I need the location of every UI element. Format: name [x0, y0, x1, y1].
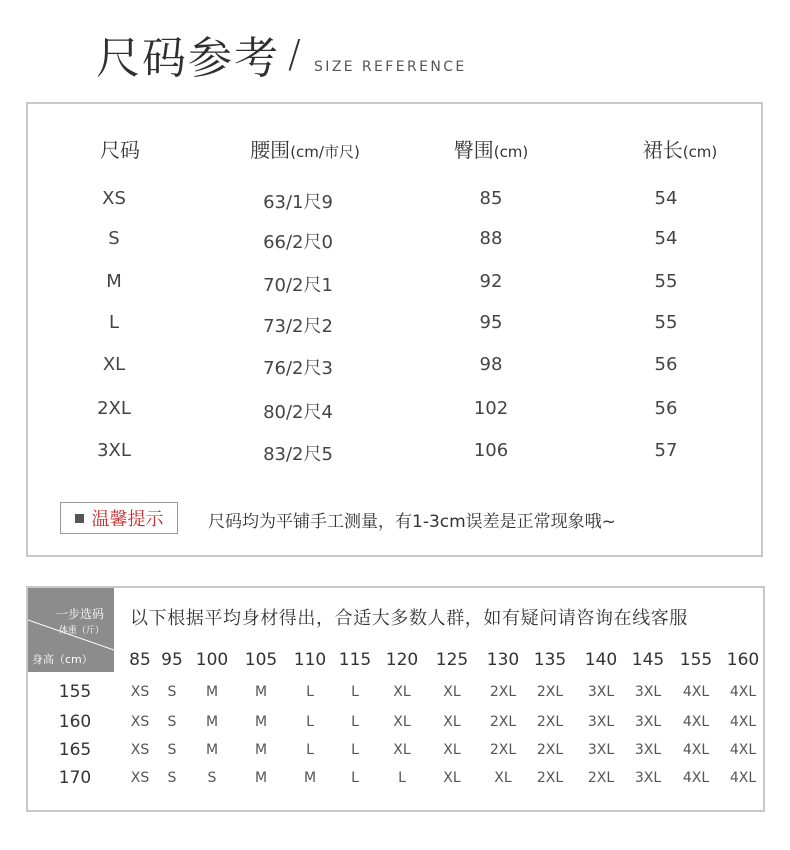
size-cell: 2XL	[489, 684, 517, 700]
size-cell: 4XL	[682, 742, 710, 758]
weight-header: 95	[161, 650, 183, 670]
size-cell: S	[167, 714, 177, 730]
size-cell: M	[254, 714, 268, 730]
size-cell: M	[254, 684, 268, 700]
corner-cell	[28, 588, 114, 672]
weight-header: 110	[293, 650, 327, 670]
advice-text: 以下根据平均身材得出，合适大多数人群，如有疑问请咨询在线客服	[130, 608, 688, 629]
size-cell: 3XL	[587, 742, 615, 758]
size-cell: 3XL	[634, 770, 662, 786]
col-header-size: 尺码	[100, 138, 140, 162]
cell-length: 57	[654, 440, 678, 461]
size-cell: 4XL	[729, 714, 757, 730]
cell-size: 2XL	[97, 398, 131, 419]
title-en: SIZE REFERENCE	[314, 59, 467, 75]
size-cell: XL	[393, 714, 411, 730]
size-cell: XL	[393, 742, 411, 758]
size-cell: 2XL	[489, 742, 517, 758]
size-cell: 3XL	[634, 742, 662, 758]
cell-size: 3XL	[97, 440, 131, 461]
weight-header: 100	[195, 650, 229, 670]
tip-label: 温馨提示	[91, 509, 164, 530]
size-cell: L	[306, 714, 314, 730]
cell-hip: 106	[473, 440, 509, 461]
size-cell: L	[306, 684, 314, 700]
cell-hip: 102	[473, 398, 509, 419]
col-header-length: 裙长(cm)	[642, 138, 718, 162]
tip-badge	[60, 502, 178, 534]
cell-hip: 85	[479, 188, 503, 209]
recommend-table	[26, 586, 765, 812]
height-label: 170	[58, 768, 92, 788]
corner-weight-label: 一步选码	[55, 607, 104, 621]
height-label: 165	[58, 740, 92, 760]
size-cell: M	[205, 684, 219, 700]
size-cell: S	[167, 684, 177, 700]
weight-header: 130	[486, 650, 520, 670]
height-label: 155	[58, 682, 92, 702]
size-cell: L	[398, 770, 406, 786]
size-cell: S	[207, 770, 217, 786]
cell-waist: 63/1尺9	[263, 192, 333, 213]
size-cell: XS	[130, 684, 150, 700]
tip-note: 尺码均为平铺手工测量，有1-3cm误差是正常现象哦~	[208, 512, 616, 532]
weight-header: 120	[385, 650, 419, 670]
col-header-hip: 臀围(cm)	[453, 138, 529, 162]
size-cell: 2XL	[536, 684, 564, 700]
size-cell: L	[306, 742, 314, 758]
cell-size: L	[108, 312, 120, 333]
cell-hip: 98	[479, 354, 503, 375]
size-cell: 3XL	[587, 714, 615, 730]
size-cell: 4XL	[729, 684, 757, 700]
weight-header: 160	[726, 650, 760, 670]
cell-length: 54	[654, 188, 678, 209]
weight-header: 125	[435, 650, 469, 670]
size-cell: 2XL	[587, 770, 615, 786]
size-cell: XS	[130, 770, 150, 786]
cell-waist: 66/2尺0	[263, 232, 333, 253]
size-table	[26, 102, 763, 557]
cell-size: M	[106, 271, 122, 292]
size-cell: 2XL	[536, 742, 564, 758]
size-cell: 4XL	[682, 770, 710, 786]
size-cell: 2XL	[536, 714, 564, 730]
cell-hip: 95	[479, 312, 503, 333]
size-cell: 3XL	[634, 714, 662, 730]
size-cell: L	[351, 684, 359, 700]
size-cell: XS	[130, 742, 150, 758]
size-cell: XL	[494, 770, 512, 786]
size-cell: XS	[130, 714, 150, 730]
cell-length: 55	[654, 271, 678, 292]
size-cell: M	[205, 742, 219, 758]
square-bullet-icon	[75, 514, 84, 523]
weight-header: 140	[584, 650, 618, 670]
size-cell: XL	[443, 714, 461, 730]
cell-length: 56	[654, 354, 678, 375]
cell-waist: 83/2尺5	[263, 444, 333, 465]
size-cell: 3XL	[587, 684, 615, 700]
size-cell: 2XL	[536, 770, 564, 786]
size-cell: M	[205, 714, 219, 730]
size-cell: XL	[443, 684, 461, 700]
title-slash: /	[288, 32, 301, 76]
cell-size: S	[108, 228, 120, 249]
cell-waist: 70/2尺1	[263, 275, 333, 296]
height-label: 160	[58, 712, 92, 732]
cell-hip: 92	[479, 271, 503, 292]
size-cell: XL	[393, 684, 411, 700]
size-cell: 3XL	[634, 684, 662, 700]
cell-hip: 88	[479, 228, 503, 249]
cell-size: XL	[102, 354, 126, 375]
weight-header: 145	[631, 650, 665, 670]
cell-waist: 76/2尺3	[263, 358, 333, 379]
col-header-waist: 腰围(cm/市尺)	[250, 138, 360, 162]
size-cell: M	[303, 770, 317, 786]
weight-header: 105	[244, 650, 278, 670]
weight-header: 135	[533, 650, 567, 670]
size-cell: S	[167, 742, 177, 758]
corner-weight-unit: 体重（斤）	[58, 626, 104, 636]
weight-header: 115	[338, 650, 372, 670]
size-cell: XL	[443, 770, 461, 786]
corner-height-label: 身高（cm）	[32, 653, 93, 666]
size-cell: XL	[443, 742, 461, 758]
size-cell: M	[254, 742, 268, 758]
title-cn: 尺码参考	[96, 33, 280, 84]
size-cell: S	[167, 770, 177, 786]
cell-length: 54	[654, 228, 678, 249]
cell-waist: 80/2尺4	[263, 402, 333, 423]
cell-size: XS	[102, 188, 126, 209]
size-cell: 4XL	[682, 684, 710, 700]
weight-header: 155	[679, 650, 713, 670]
size-cell: 2XL	[489, 714, 517, 730]
size-cell: 4XL	[729, 742, 757, 758]
cell-length: 55	[654, 312, 678, 333]
cell-waist: 73/2尺2	[263, 316, 333, 337]
cell-length: 56	[654, 398, 678, 419]
size-cell: L	[351, 770, 359, 786]
size-cell: 4XL	[729, 770, 757, 786]
size-cell: L	[351, 742, 359, 758]
size-cell: M	[254, 770, 268, 786]
size-cell: 4XL	[682, 714, 710, 730]
size-cell: L	[351, 714, 359, 730]
weight-header: 85	[129, 650, 151, 670]
